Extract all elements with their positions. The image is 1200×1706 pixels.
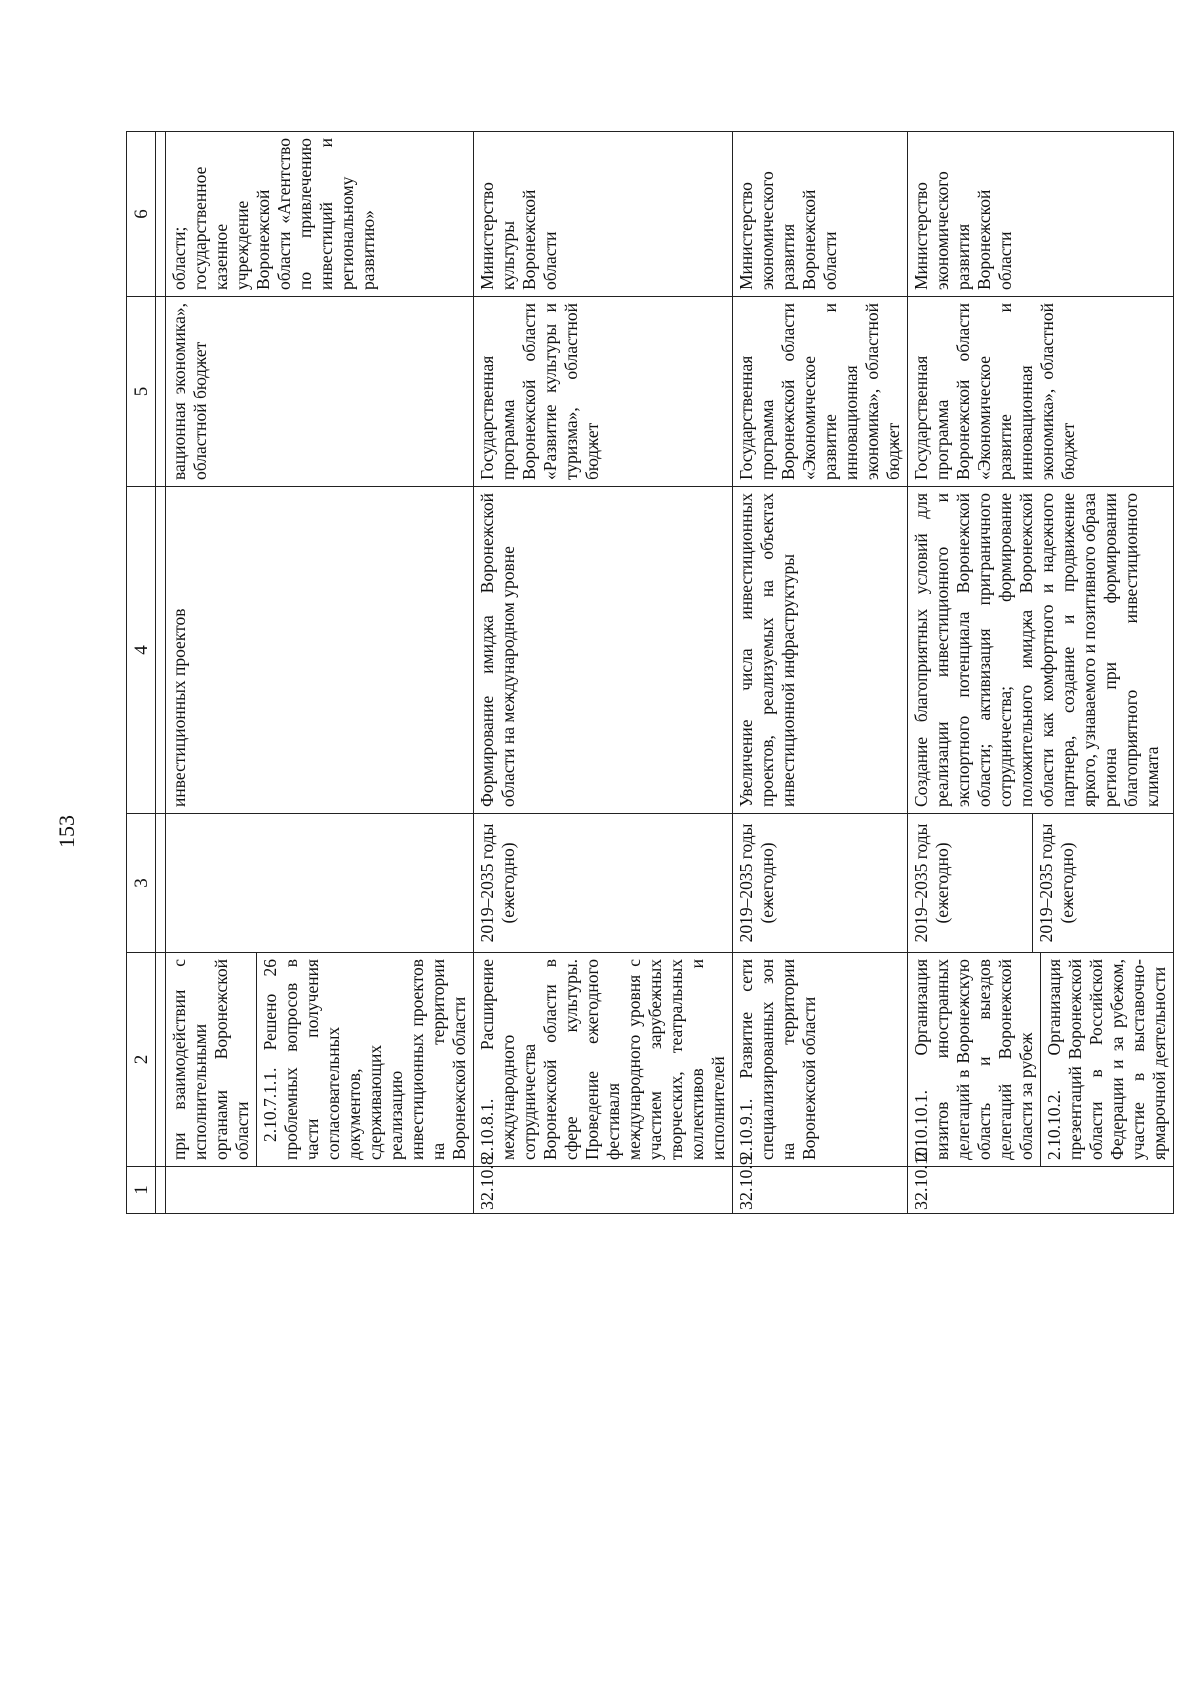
executor-cell: области; государственное казенное учреждение Воронежской области «Агентство по привлечению инвестиций и региональному развитию»: [166, 132, 474, 297]
measure-cell: [166, 953, 474, 1167]
row-number-cell: 32.10.10: [908, 1167, 1174, 1214]
source-cell: Государственная программа Воронежской области «Экономическое развитие и инновационная экономика», областной бюджет: [733, 297, 908, 487]
header-cell: 6: [127, 132, 156, 297]
measure-text: 2.10.7.1.1. Решено 26 проблемных вопросов в части получения согласовательных документов, сдерживающих реализацию инвестиционных проектов на территории Воронежской области: [260, 959, 469, 1160]
page-number: 153: [54, 815, 79, 848]
result-cell: инвестиционных проектов: [166, 487, 474, 814]
period-text: 2019–2035 годы (ежегодно): [1036, 823, 1077, 943]
table-row: [908, 132, 1174, 1214]
period-cell: 2019–2035 годы (ежегодно): [474, 814, 733, 953]
header-cell: 5: [127, 297, 156, 487]
row-number-cell: [166, 1167, 474, 1214]
row-number-cell: 32.10.8: [474, 1167, 733, 1214]
measure-cell: 2.10.9.1. Развитие сети специализированных зон на территории Воронежской области: [733, 953, 908, 1167]
header-cell: 1: [127, 1167, 156, 1214]
executor-cell: Министерство экономического развития Воронежской области: [733, 132, 908, 297]
period-cell: [908, 814, 1174, 953]
header-row: [127, 132, 156, 1214]
table-row: [733, 132, 908, 1214]
header-cell: 4: [127, 487, 156, 814]
executor-cell: Министерство культуры Воронежской области: [474, 132, 733, 297]
table-row: [166, 132, 474, 1214]
period-cell: 2019–2035 годы (ежегодно): [733, 814, 908, 953]
result-cell: Увеличение числа инвестиционных проектов, реализуемых на объектах инвестиционной инфраструктуры: [733, 487, 908, 814]
measure-text: 2.10.10.1. Организация визитов иностранных делегаций в Воронежскую область и выездов делегаций Воронежской области за рубеж: [908, 953, 1041, 1166]
header-cell: 3: [127, 814, 156, 953]
measure-cell: [908, 953, 1174, 1167]
measure-text: 2.10.10.2. Организация презентаций Воронежской области в Российской Федерации и за рубежом, участие в выставочно-ярмарочной деятельности: [1044, 959, 1169, 1160]
period-cell: [166, 814, 474, 953]
spacer-row: [156, 132, 166, 1214]
source-cell: вационная экономика», областной бюджет: [166, 297, 474, 487]
period-text: 2019–2035 годы (ежегодно): [908, 814, 1033, 952]
header-cell: 2: [127, 953, 156, 1167]
row-number-cell: 32.10.9: [733, 1167, 908, 1214]
source-cell: Государственная программа Воронежской области «Экономическое развитие и инновационная экономика», областной бюджет: [908, 297, 1174, 487]
measure-cell: 2.10.8.1. Расширение международного сотрудничества Воронежской области в сфере культуры. Проведение ежегодного фестиваля международного уровня с участием зарубежных творческих, театральных коллективов и исполнителей: [474, 953, 733, 1167]
executor-cell: Министерство экономического развития Воронежской области: [908, 132, 1174, 297]
result-cell: Формирование имиджа Воронежской области на международном уровне: [474, 487, 733, 814]
table-row: [474, 132, 733, 1214]
measure-text: при взаимодействии с исполнительными органами Воронежской области: [166, 953, 257, 1166]
rotated-table-container: [126, 132, 1169, 1214]
source-cell: Государственная программа Воронежской области «Развитие культуры и туризма», областной бюджет: [474, 297, 733, 487]
measures-table: [126, 131, 1174, 1214]
result-cell: Создание благоприятных условий для реализации инвестиционного и экспортного потенциала Воронежской области; активизация приграничного сотрудничества; формирование положительного имиджа Воронежской области как комфортного и надежного партнера, создание и продвижение яркого, узнаваемого и позитивного образа региона при формировании благоприятного инвестиционного климата: [908, 487, 1174, 814]
